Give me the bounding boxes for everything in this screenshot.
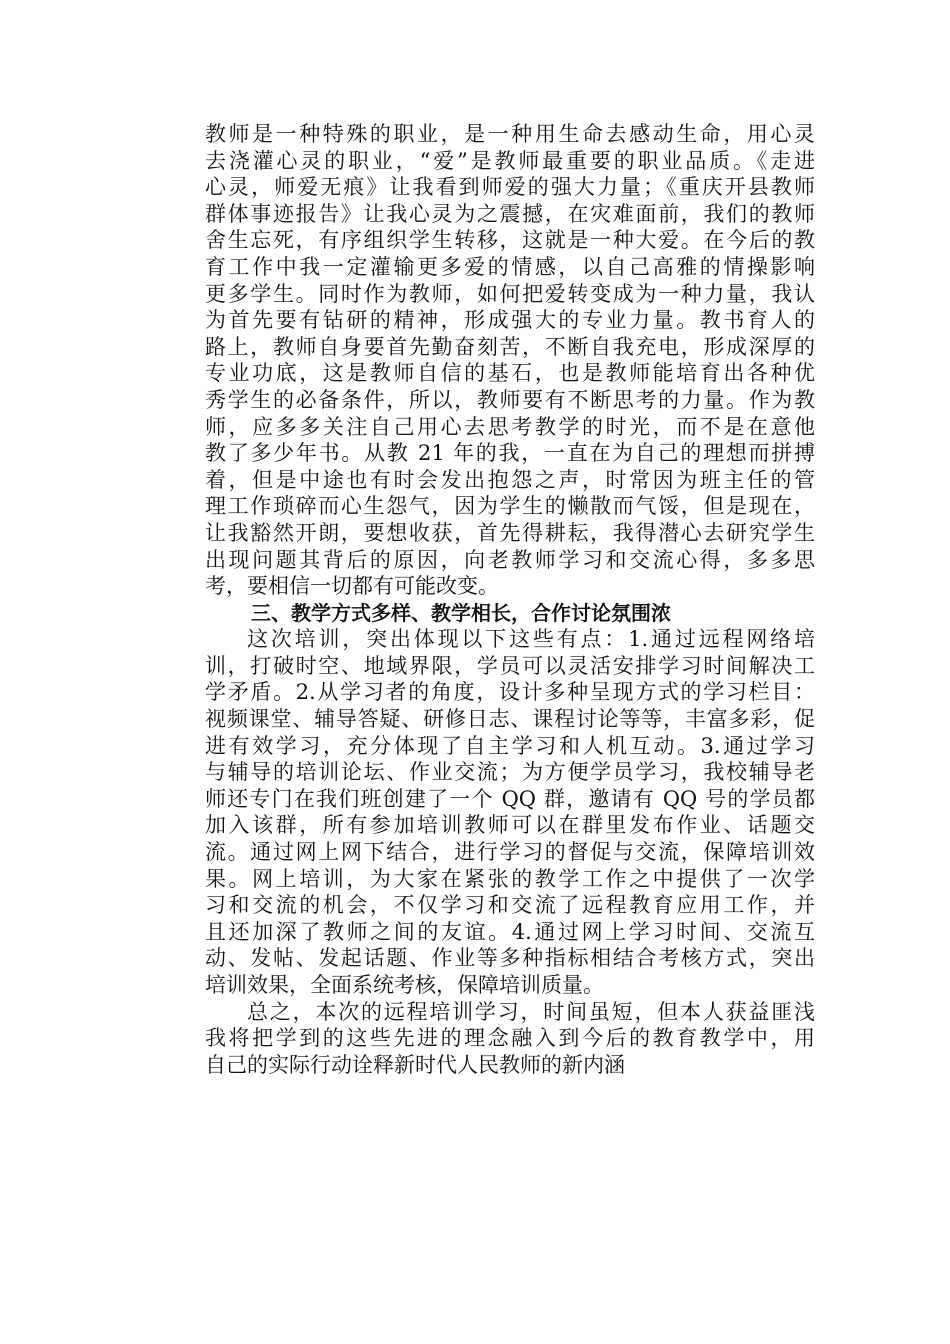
paragraph-line: 理工作琐碎而心生怨气，因为学生的懒散而气馁，但是现在， xyxy=(205,494,815,519)
paragraph-line: 与辅导的培训论坛、作业交流；为方便学员学习，我校辅导老 xyxy=(205,760,815,785)
paragraph-line: 去浇灌心灵的职业，“爱”是教师最重要的职业品质。《走进 xyxy=(205,148,815,173)
paragraph-line: 秀学生的必备条件，所以，教师要有不断思考的力量。作为教 xyxy=(205,387,815,412)
paragraph-line: 路上，教师自身要首先勤奋刻苦，不断自我充电，形成深厚的 xyxy=(205,334,815,359)
section-heading: 三、教学方式多样、教学相长，合作讨论氛围浓 xyxy=(251,600,671,625)
paragraph-line: 教了多少年书。从教 21 年的我，一直在为自己的理想而拼搏 xyxy=(205,441,815,466)
paragraph-line: 学矛盾。2.从学习者的角度，设计多种呈现方式的学习栏目： xyxy=(205,680,815,705)
paragraph-line: 着，但是中途也有时会发出抱怨之声，时常因为班主任的管 xyxy=(205,467,815,492)
paragraph-1 xyxy=(205,121,815,600)
paragraph-line: 视频课堂、辅导答疑、研修日志、课程讨论等等，丰富多彩，促 xyxy=(205,707,815,732)
paragraph-line: 果。网上培训，为大家在紧张的教学工作之中提供了一次学 xyxy=(205,866,815,891)
paragraph-line: 专业功底，这是教师自信的基石，也是教师能培育出各种优 xyxy=(205,361,815,386)
paragraph-line: 且还加深了教师之间的友谊。4.通过网上学习时间、交流互 xyxy=(205,919,815,944)
paragraph-line: 考，要相信一切都有可能改变。 xyxy=(205,574,499,599)
paragraph-line: 总之，本次的远程培训学习，时间虽短，但本人获益匪浅 xyxy=(247,999,815,1024)
paragraph-line: 为首先要有钻研的精神，形成强大的专业力量。教书育人的 xyxy=(205,308,815,333)
paragraph-line: 训，打破时空、地域界限，学员可以灵活安排学习时间解决工 xyxy=(205,653,815,678)
paragraph-2 xyxy=(205,626,815,998)
paragraph-line: 进有效学习，充分体现了自主学习和人机互动。3.通过学习 xyxy=(205,733,815,758)
paragraph-line: 培训效果，全面系统考核，保障培训质量。 xyxy=(205,973,604,997)
paragraph-line: 动、发帖、发起话题、作业等多种指标相结合考核方式，突出 xyxy=(205,946,815,971)
paragraph-line: 自己的实际行动诠释新时代人民教师的新内涵 xyxy=(205,1052,625,1077)
paragraph-line: 师还专门在我们班创建了一个 QQ 群，邀请有 QQ 号的学员都 xyxy=(205,786,815,811)
paragraph-line: 群体事迹报告》让我心灵为之震撼，在灾难面前，我们的教师 xyxy=(205,201,815,226)
paragraph-line: 更多学生。同时作为教师，如何把爱转变成为一种力量，我认 xyxy=(205,281,815,306)
paragraph-line: 出现问题其背后的原因，向老教师学习和交流心得，多多思 xyxy=(205,547,815,572)
paragraph-line: 加入该群，所有参加培训教师可以在群里发布作业、话题交 xyxy=(205,813,815,838)
paragraph-line: 流。通过网上网下结合，进行学习的督促与交流，保障培训效 xyxy=(205,840,815,865)
paragraph-3 xyxy=(205,999,815,1079)
paragraph-line: 让我豁然开朗，要想收获，首先得耕耘，我得潜心去研究学生 xyxy=(205,520,815,545)
paragraph-line: 教师是一种特殊的职业，是一种用生命去感动生命，用心灵 xyxy=(205,122,815,146)
paragraph-line: 我将把学到的这些先进的理念融入到今后的教育教学中，用 xyxy=(205,1026,815,1051)
paragraph-line: 舍生忘死，有序组织学生转移，这就是一种大爱。在今后的教 xyxy=(205,228,815,253)
paragraph-line: 心灵，师爱无痕》让我看到师爱的强大力量；《重庆开县教师 xyxy=(205,175,815,200)
paragraph-line: 这次培训，突出体现以下这些有点：1.通过远程网络培 xyxy=(247,627,815,652)
document-body xyxy=(205,121,815,1078)
paragraph-line: 习和交流的机会，不仅学习和交流了远程教育应用工作，并 xyxy=(205,893,815,918)
paragraph-line: 师，应多多关注自己用心去思考教学的时光，而不是在意他 xyxy=(205,414,815,439)
paragraph-line: 育工作中我一定灌输更多爱的情感，以自己高雅的情操影响 xyxy=(205,254,815,279)
